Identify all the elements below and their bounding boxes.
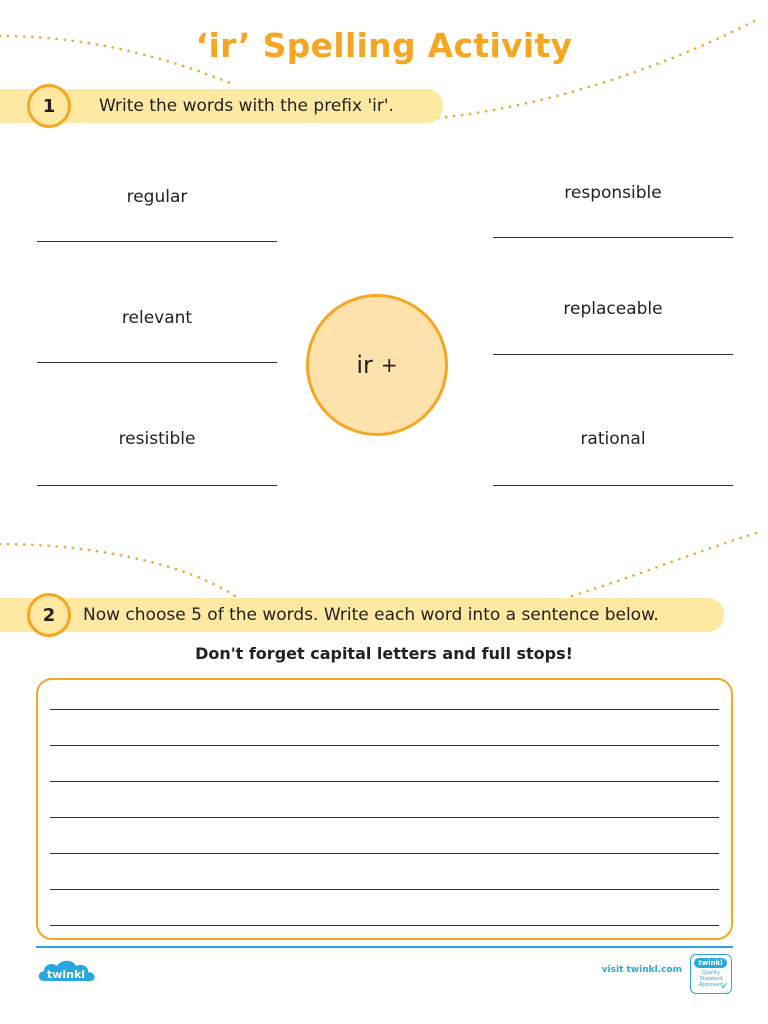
twinkl-logo [36, 955, 98, 989]
sentence-line[interactable] [50, 709, 719, 710]
section-1-instruction: Write the words with the prefix 'ir'. [99, 96, 394, 116]
sentence-line[interactable] [50, 925, 719, 926]
word-responsible: responsible [564, 183, 662, 203]
checkmark-icon: ✓ [720, 981, 729, 992]
answer-line-responsible[interactable] [493, 237, 733, 238]
word-replaceable: replaceable [563, 299, 663, 319]
footer-divider [36, 946, 733, 948]
sentence-line[interactable] [50, 853, 719, 854]
page-title: ‘ir’ Spelling Activity [195, 26, 573, 65]
sentence-line[interactable] [50, 781, 719, 782]
twinkl-logo-text: twinkl [46, 968, 86, 981]
word-resistible: resistible [118, 429, 196, 449]
quality-standard-badge [690, 954, 732, 994]
answer-line-rational[interactable] [493, 485, 733, 486]
prefix-circle [306, 294, 448, 436]
answer-line-resistible[interactable] [37, 485, 277, 486]
section-2-number-badge: 2 [27, 593, 71, 637]
answer-line-regular[interactable] [37, 241, 277, 242]
sentence-line[interactable] [50, 889, 719, 890]
answer-line-replaceable[interactable] [493, 354, 733, 355]
word-relevant: relevant [121, 308, 193, 328]
reminder-text: Don't forget capital letters and full stops! [195, 644, 573, 663]
sentence-line[interactable] [50, 745, 719, 746]
section-2-instruction: Now choose 5 of the words. Write each word into a sentence below. [83, 605, 659, 625]
prefix-label: ir [356, 351, 373, 379]
answer-line-relevant[interactable] [37, 362, 277, 363]
plus-sign: + [380, 353, 398, 377]
section-1-number-badge: 1 [27, 84, 71, 128]
badge-brand: twinkl [694, 958, 727, 968]
word-regular: regular [126, 187, 188, 207]
badge-text: Quality Standard Approved [699, 970, 723, 988]
sentence-writing-box [36, 678, 733, 940]
section-2-banner [0, 598, 724, 632]
visit-twinkl-link[interactable]: visit twinkl.com [601, 965, 682, 975]
word-rational: rational [580, 429, 646, 449]
sentence-line[interactable] [50, 817, 719, 818]
